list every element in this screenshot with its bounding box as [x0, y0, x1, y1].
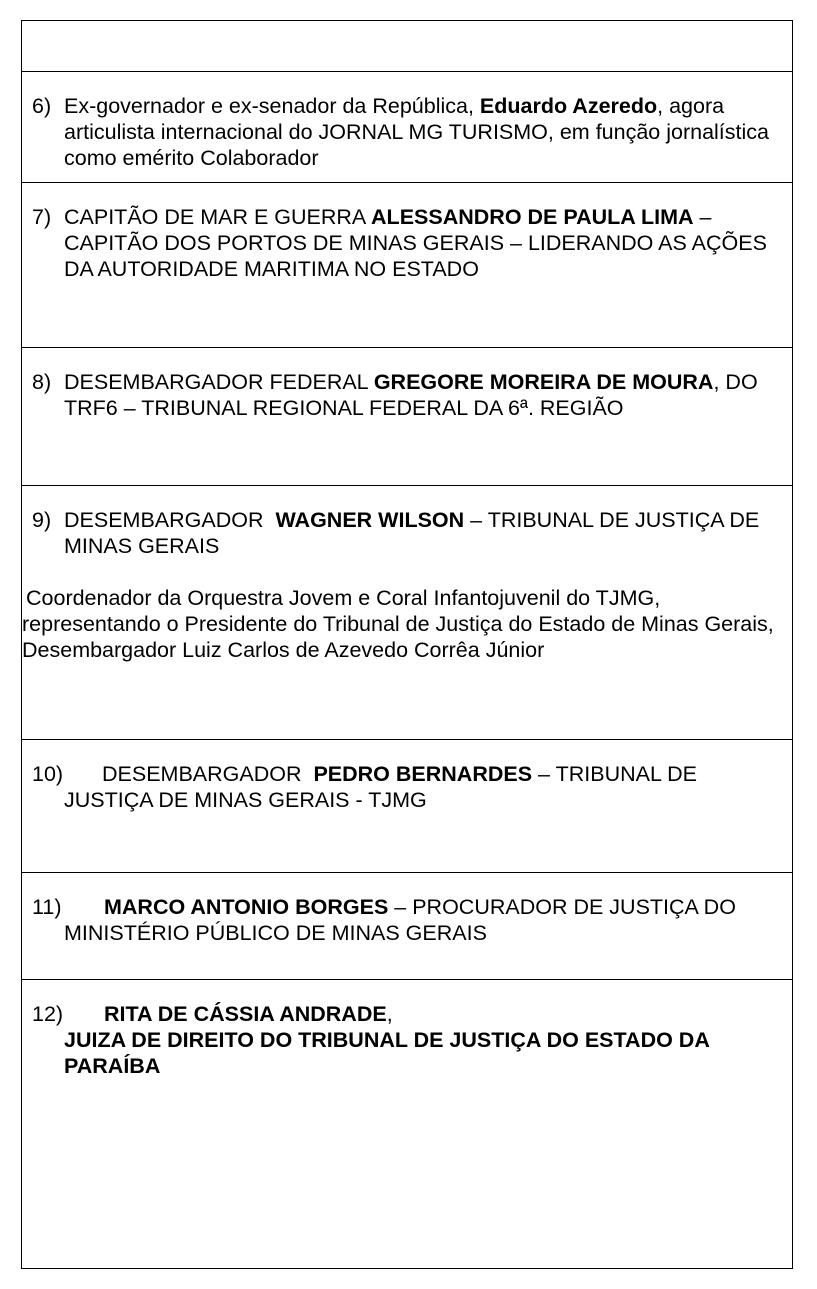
item-text: – TRIBUNAL DE JUSTIÇA DE MINAS GERAIS — [64, 508, 760, 558]
table-row — [22, 980, 793, 1269]
list-item-12 — [22, 980, 793, 1269]
item-name: PEDRO BERNARDES — [313, 762, 533, 786]
item-name: Eduardo Azeredo — [479, 94, 658, 118]
table-row — [22, 486, 793, 740]
item-text: – TRIBUNAL DE JUSTIÇA DE MINAS GERAIS - TJMG — [64, 762, 697, 812]
list-item-text — [32, 93, 782, 171]
list-item-9 — [22, 486, 793, 740]
table-row — [22, 348, 793, 486]
list-item-7 — [22, 183, 793, 348]
empty-cell — [22, 21, 793, 72]
list-item-text — [32, 761, 782, 813]
list-item-8 — [22, 348, 793, 486]
item-text: , DO TRF6 – TRIBUNAL REGIONAL FEDERAL DA 6ª. REGIÃO — [64, 370, 758, 420]
list-item-text — [32, 507, 782, 559]
item-name: ALESSANDRO DE PAULA LIMA — [371, 205, 694, 229]
item-text: Ex-governador e ex-senador da República, — [64, 94, 480, 118]
item-text: DESEMBARGADOR FEDERAL — [64, 370, 374, 394]
item-note — [22, 585, 782, 663]
item-text: , — [386, 1002, 393, 1026]
list-item-text — [32, 894, 782, 946]
item-text: – PROCURADOR DE JUSTIÇA DO MINISTÉRIO PÚBLICO DE MINAS GERAIS — [64, 895, 736, 945]
table-row — [22, 873, 793, 980]
item-text: – CAPITÃO DOS PORTOS DE MINAS GERAIS – LIDERANDO AS AÇÕES DA AUTORIDADE MARITIMA NO ESTADO — [64, 205, 767, 281]
item-number: 6) — [32, 94, 52, 118]
guest-list-table — [21, 20, 793, 1269]
table-row — [22, 21, 793, 72]
list-item-11 — [22, 873, 793, 980]
table-row — [22, 740, 793, 873]
note-text: Coordenador da Orquestra Jovem e Coral Infantojuvenil do TJMG, representando o Presidente do Tribunal de Justiça do Estado de Minas Gerais, Desembargador Luiz Carlos de Azevedo Corrêa Júnior — [22, 586, 780, 662]
list-item-text — [32, 369, 782, 421]
list-item-text — [32, 1001, 782, 1079]
item-text: DESEMBARGADOR — [102, 762, 314, 786]
item-number: 11) — [32, 895, 62, 919]
item-name: RITA DE CÁSSIA ANDRADE — [104, 1002, 387, 1026]
item-text: CAPITÃO DE MAR E GUERRA — [64, 205, 372, 229]
table-row — [22, 183, 793, 348]
item-name: GREGORE MOREIRA DE MOURA — [373, 370, 714, 394]
item-title-bold: JUIZA DE DIREITO DO TRIBUNAL DE JUSTIÇA DO ESTADO DA PARAÍBA — [64, 1028, 710, 1078]
list-item-6 — [22, 72, 793, 183]
table-row — [22, 72, 793, 183]
list-item-10 — [22, 740, 793, 873]
item-number: 7) — [32, 205, 52, 229]
item-text: DESEMBARGADOR — [64, 508, 276, 532]
list-item-text — [32, 204, 782, 282]
item-number: 9) — [32, 508, 52, 532]
item-name: WAGNER WILSON — [275, 508, 465, 532]
item-number: 12) — [32, 1002, 64, 1026]
item-number: 10) — [32, 762, 64, 786]
item-number: 8) — [32, 370, 52, 394]
item-text: , agora articulista internacional do JORNAL MG TURISMO, em função jornalística como emérito Colaborador — [64, 94, 769, 170]
item-name: MARCO ANTONIO BORGES — [104, 895, 389, 919]
